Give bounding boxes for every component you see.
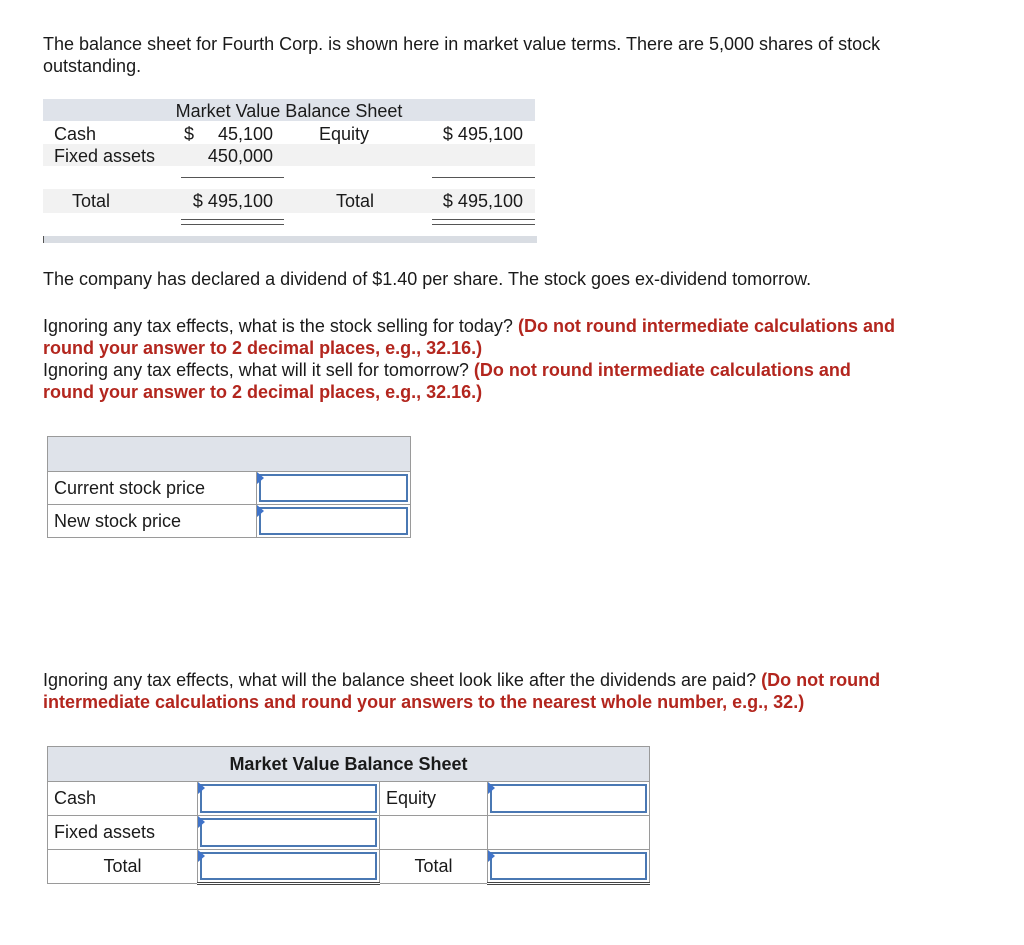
current-price-row bbox=[48, 472, 411, 505]
intro-line-2: outstanding. bbox=[43, 56, 142, 76]
new-equity-label: Equity bbox=[380, 782, 488, 816]
dividend-statement: The company has declared a dividend of $1.40 per share. The stock goes ex-dividend tomorrow. bbox=[43, 269, 812, 289]
total-right-value: $ 495,100 bbox=[442, 191, 523, 211]
new-cash-cell bbox=[198, 782, 380, 816]
new-total-row bbox=[48, 850, 650, 884]
intro-paragraph bbox=[43, 33, 983, 77]
cash-label: Cash bbox=[54, 124, 97, 144]
assets-double-underline bbox=[181, 219, 284, 225]
cell-marker-icon bbox=[488, 850, 495, 862]
question-block-prices bbox=[43, 315, 983, 403]
new-cash-input[interactable] bbox=[200, 784, 377, 813]
cell-marker-icon bbox=[198, 850, 205, 862]
equity-value: $ 495,100 bbox=[442, 124, 523, 144]
question-2-instruction-a: (Do not round intermediate calculations and bbox=[473, 360, 851, 380]
new-fixed-assets-row bbox=[48, 816, 650, 850]
stock-price-table bbox=[47, 436, 411, 538]
equity-label: Equity bbox=[319, 124, 370, 144]
sheet-footer-bar bbox=[43, 236, 537, 243]
new-price-row bbox=[48, 505, 411, 538]
new-sheet-header-row bbox=[48, 747, 650, 782]
new-price-label: New stock price bbox=[48, 505, 257, 538]
new-balance-sheet bbox=[47, 746, 650, 885]
intro-line-1: The balance sheet for Fourth Corp. is shown here in market value terms. There are 5,000 shares of stock bbox=[43, 34, 881, 54]
empty-cell bbox=[380, 816, 488, 850]
cell-marker-icon bbox=[257, 472, 264, 484]
new-fixed-assets-input[interactable] bbox=[200, 818, 377, 847]
question-3-line-1 bbox=[43, 669, 983, 691]
current-price-cell bbox=[257, 472, 411, 505]
new-fixed-assets-label: Fixed assets bbox=[48, 816, 198, 850]
question-1-line-1 bbox=[43, 315, 983, 337]
current-price-label: Current stock price bbox=[48, 472, 257, 505]
new-price-cell bbox=[257, 505, 411, 538]
equity-underline bbox=[432, 177, 535, 178]
question-1-instruction-a: (Do not round intermediate calculations and bbox=[517, 316, 895, 336]
new-balance-grid bbox=[47, 746, 650, 885]
new-equity-input[interactable] bbox=[490, 784, 647, 813]
new-cash-label: Cash bbox=[48, 782, 198, 816]
question-1-instruction-b: round your answer to 2 decimal places, e.g., 32.16.) bbox=[43, 338, 483, 358]
new-sheet-title: Market Value Balance Sheet bbox=[48, 747, 650, 782]
cell-marker-icon bbox=[198, 782, 205, 794]
question-3-instruction-b: intermediate calculations and round your answers to the nearest whole number, e.g., 32.) bbox=[43, 692, 805, 712]
sheet-title: Market Value Balance Sheet bbox=[175, 101, 403, 121]
new-total-assets-input[interactable] bbox=[200, 852, 377, 880]
total-assets-value: $ 495,100 bbox=[192, 191, 273, 211]
fixed-assets-value: 450,000 bbox=[207, 146, 273, 166]
question-block-balance-sheet bbox=[43, 669, 983, 713]
new-total-right-cell bbox=[488, 850, 650, 884]
new-fixed-assets-cell bbox=[198, 816, 380, 850]
current-price-input[interactable] bbox=[259, 474, 408, 502]
new-equity-cell bbox=[488, 782, 650, 816]
total-label: Total bbox=[72, 191, 111, 211]
question-2-line-1 bbox=[43, 359, 983, 381]
question-3-text: Ignoring any tax effects, what will the balance sheet look like after the dividends are paid? bbox=[43, 670, 757, 690]
equity-double-underline bbox=[432, 219, 535, 225]
fixed-assets-label: Fixed assets bbox=[54, 146, 156, 166]
new-total-right-label: Total bbox=[380, 850, 488, 884]
question-1-text: Ignoring any tax effects, what is the stock selling for today? bbox=[43, 316, 513, 336]
new-price-input[interactable] bbox=[259, 507, 408, 535]
assets-underline bbox=[181, 177, 284, 178]
stock-price-header-row bbox=[48, 437, 411, 472]
question-2-text: Ignoring any tax effects, what will it sell for tomorrow? bbox=[43, 360, 469, 380]
new-total-right-input[interactable] bbox=[490, 852, 647, 880]
empty-cell bbox=[488, 816, 650, 850]
cash-value: 45,100 bbox=[217, 124, 273, 144]
new-total-label: Total bbox=[48, 850, 198, 884]
cell-marker-icon bbox=[198, 816, 205, 828]
cell-marker-icon bbox=[488, 782, 495, 794]
cell-marker-icon bbox=[257, 505, 264, 517]
cash-dollar: $ bbox=[184, 124, 195, 144]
question-2-instruction-b: round your answer to 2 decimal places, e.g., 32.16.) bbox=[43, 382, 483, 402]
new-cash-row bbox=[48, 782, 650, 816]
question-3-instruction-a: (Do not round bbox=[761, 670, 881, 690]
new-total-assets-cell bbox=[198, 850, 380, 884]
stock-price-header-cell bbox=[48, 437, 411, 472]
total-right-label: Total bbox=[336, 191, 375, 211]
stock-price-grid bbox=[47, 436, 411, 538]
